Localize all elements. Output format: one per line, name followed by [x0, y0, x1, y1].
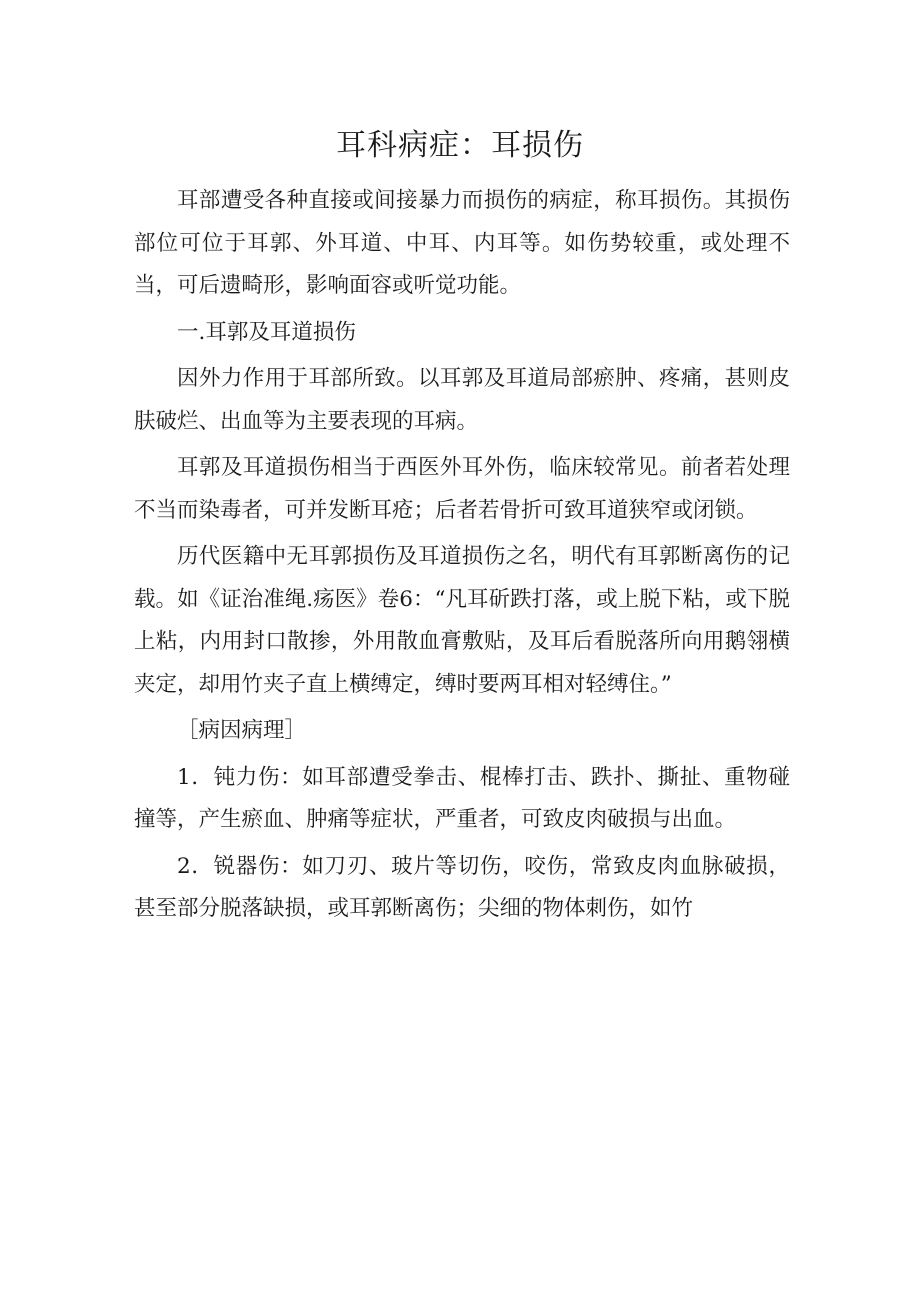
section-heading-etiology: ［病因病理］: [177, 718, 307, 743]
document-body: [134, 180, 790, 931]
list-item-sharp-injury: 2．锐器伤：如刀刃、玻片等切伤，咬伤，常致皮肉血脉破损，甚至部分脱落缺损，或耳郭断离伤；尖细的物体刺伤，如竹: [134, 853, 790, 921]
page-title: 耳科病症：耳损伤: [336, 128, 584, 163]
paragraph-historical-records: 历代医籍中无耳郭损伤及耳道损伤之名，明代有耳郭断离伤的记载。如《证治准绳.疡医》卷6：“凡耳斫跌打落，或上脱下粘，或下脱上粘，内用封口散掺，外用散血膏敷贴，及耳后看脱落所向用鹅翎横夹定，却用竹夹子直上横缚定，缚时要两耳相对轻缚住。”: [134, 544, 790, 697]
section-heading-ear-canal-injury: 一.耳郭及耳道损伤: [177, 319, 356, 345]
list-item-blunt-injury: 1．钝力伤：如耳部遭受拳击、棍棒打击、跌扑、撕扯、重物碰撞等，产生瘀血、肿痛等症状，严重者，可致皮肉破损与出血。: [134, 764, 790, 832]
paragraph-western-equivalent: 耳郭及耳道损伤相当于西医外耳外伤，临床较常见。前者若处理不当而染毒者，可并发断耳疮；后者若骨折可致耳道狭窄或闭锁。: [134, 455, 790, 523]
paragraph-cause: 因外力作用于耳部所致。以耳郭及耳道局部瘀肿、疼痛，甚则皮肤破烂、出血等为主要表现的耳病。: [134, 366, 790, 434]
paragraph-intro: 耳部遭受各种直接或间接暴力而损伤的病症，称耳损伤。其损伤部位可位于耳郭、外耳道、中耳、内耳等。如伤势较重，或处理不当，可后遗畸形，影响面容或听觉功能。: [134, 188, 790, 298]
